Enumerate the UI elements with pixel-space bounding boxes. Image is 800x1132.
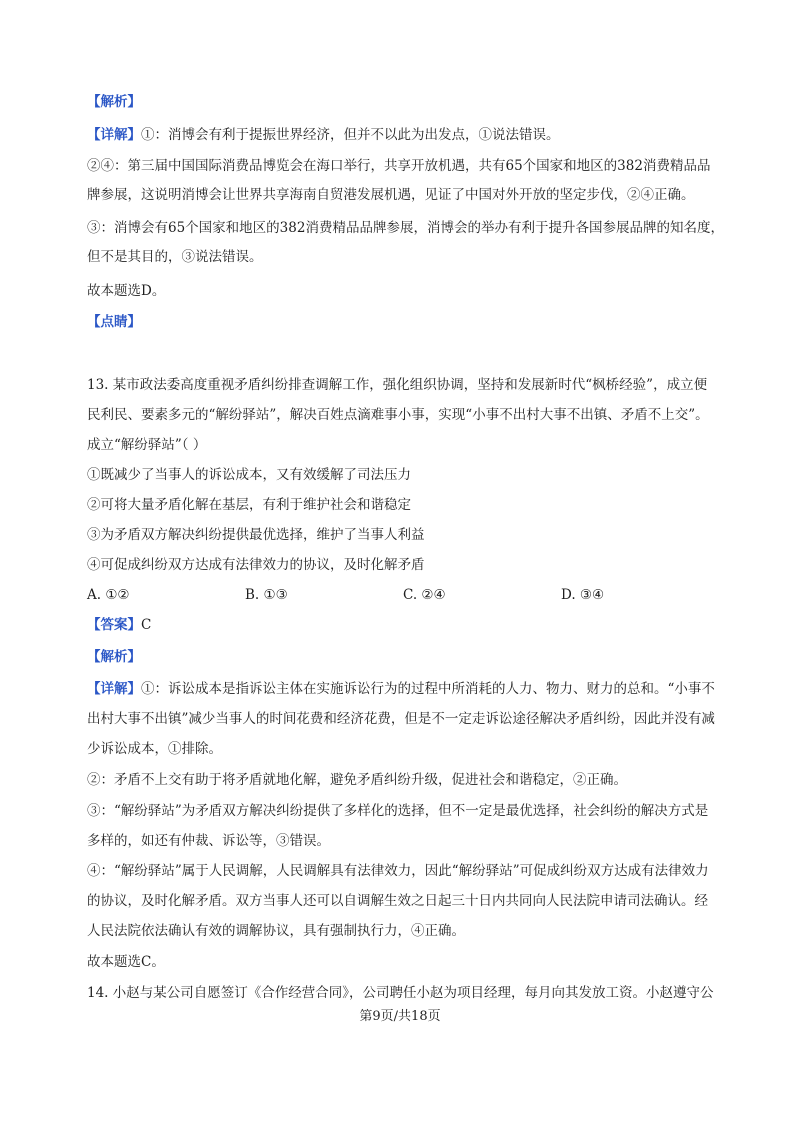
detail-text: ①：诉讼成本是指诉讼主体在实施诉讼行为的过程中所消耗的人力、物力、财力的总和。“小事不: [141, 681, 715, 697]
conclusion-text: 故本题选D。: [87, 283, 166, 299]
detail-text: ③：消博会有65个国家和地区的382消费精品品牌参展，消博会的举办有利于提升各国参展品牌的知名度，: [87, 220, 724, 236]
detail-text: ①：消博会有利于提振世界经济，但并不以此为出发点，①说法错误。: [141, 127, 560, 143]
answer-tag: 【答案】: [87, 617, 141, 633]
question-item: ①既减少了当事人的诉讼成本，又有效缓解了司法压力: [87, 467, 411, 483]
option-b: B. ①③: [245, 587, 288, 603]
detail-tag: 【详解】: [87, 681, 141, 697]
question-item: ②可将大量矛盾化解在基层，有利于维护社会和谐稳定: [87, 497, 411, 513]
detail-paragraph: [87, 126, 730, 144]
detail-text: 牌参展，这说明消博会让世界共享海南自贸港发展机遇，见证了中国对外开放的坚定步伐，②④正确。: [87, 187, 695, 203]
detail-paragraph: [87, 680, 730, 698]
detail-text: 多样的，如还有仲裁、诉讼等，③错误。: [87, 833, 330, 849]
conclusion-text: 故本题选C。: [87, 954, 165, 970]
detail-text: ②④：第三届中国国际消费品博览会在海口举行，共享开放机遇，共有65个国家和地区的382消费精品品: [87, 158, 711, 174]
question-stem: 13. 某市政法委高度重视矛盾纠纷排查调解工作，强化组织协调，坚持和发展新时代“枫桥经验”，成立便: [87, 377, 708, 393]
detail-text: 人民法院依法确认有效的调解协议，具有强制执行力，④正确。: [87, 923, 465, 939]
options-row: [87, 586, 730, 606]
detail-text: 少诉讼成本，①排除。: [87, 741, 222, 757]
analysis-tag: 【解析】: [87, 94, 141, 110]
option-d: D. ③④: [561, 587, 605, 603]
detail-tag: 【详解】: [87, 127, 141, 143]
option-c: C. ②④: [403, 587, 446, 603]
question-stem: 成立“解纷驿站”（ ）: [87, 437, 207, 453]
answer-value: C: [141, 617, 152, 633]
detail-text: ④：“解纷驿站”属于人民调解，人民调解具有法律效力，因此“解纷驿站”可促成纠纷双方达成有法律效力: [87, 863, 709, 879]
question-item: ④可促成纠纷双方达成有法律效力的协议，及时化解矛盾: [87, 557, 425, 573]
question-stem: 民利民、要素多元的“解纷驿站”，解决百姓点滴难事小事，实现“小事不出村大事不出镇、矛盾不上交”。: [87, 407, 709, 423]
option-a: A. ①②: [87, 587, 130, 603]
analysis-tag: 【解析】: [87, 649, 141, 665]
detail-text: 的协议，及时化解矛盾。双方当事人还可以自调解生效之日起三十日内共同向人民法院申请司法确认。经: [87, 893, 708, 909]
detail-text: ②：矛盾不上交有助于将矛盾就地化解，避免矛盾纠纷升级，促进社会和谐稳定，②正确。: [87, 772, 627, 788]
detail-text: 但不是其目的，③说法错误。: [87, 249, 263, 265]
detail-text: ③：“解纷驿站”为矛盾双方解决纠纷提供了多样化的选择，但不一定是最优选择，社会纠纷的解决方式是: [87, 803, 709, 819]
detail-text: 出村大事不出镇”减少当事人的时间花费和经济花费，但是不一定走诉讼途径解决矛盾纠纷，因此并没有减: [87, 711, 715, 727]
question-item: ③为矛盾双方解决纠纷提供最优选择，维护了当事人利益: [87, 527, 425, 543]
page-number: 第9页/共18页: [359, 1009, 441, 1024]
answer-row: [87, 616, 730, 634]
question-stem: 14. 小赵与某公司自愿签订《合作经营合同》，公司聘任小赵为项目经理，每月向其发放工资。小赵遵守公: [87, 985, 714, 1001]
point-tag: 【点睛】: [87, 314, 141, 330]
